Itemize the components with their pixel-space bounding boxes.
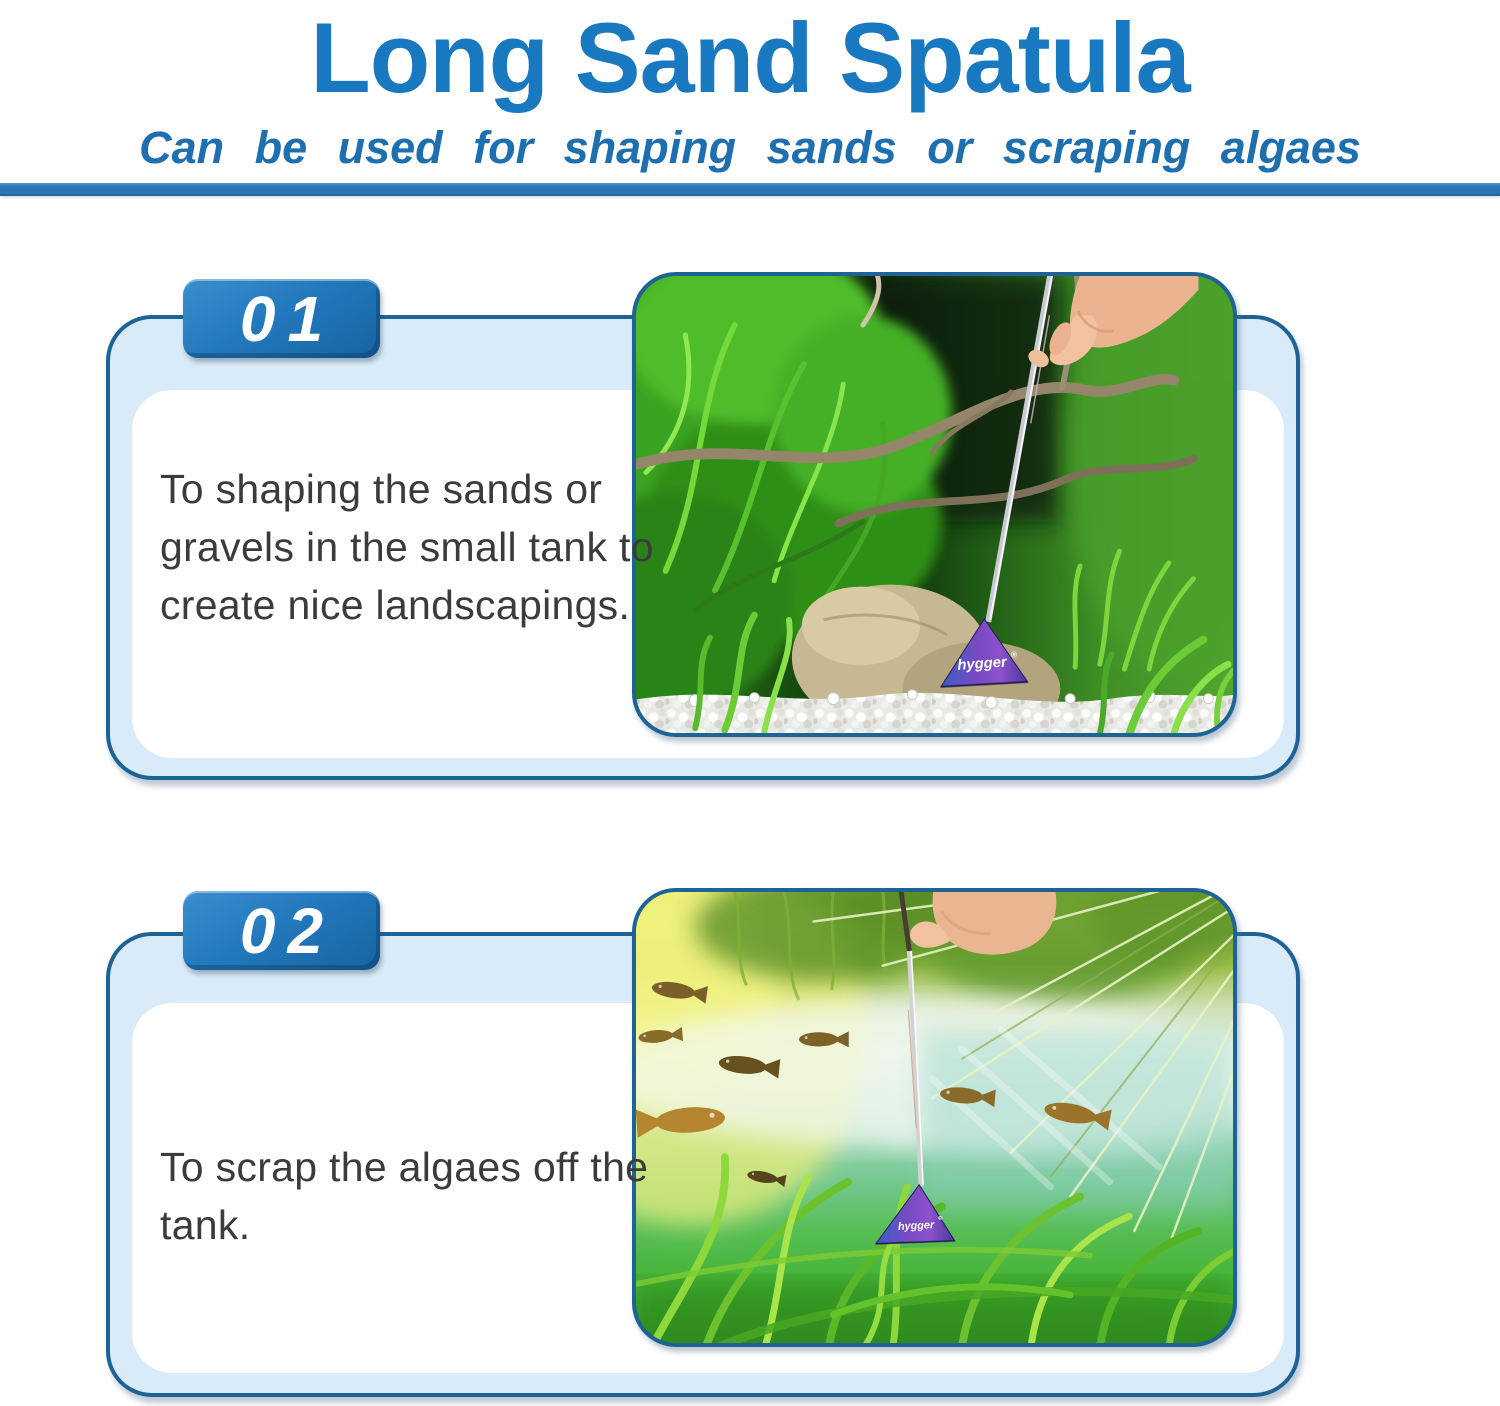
hygger-logo: hygger [956, 654, 1008, 674]
step-2-badge: 02 [183, 891, 380, 970]
step-1-description: To shaping the sands or gravels in the small tank to create nice landscapings. [160, 466, 654, 628]
hygger-logo: hygger [897, 1219, 935, 1233]
page-title: Long Sand Spatula [310, 2, 1190, 113]
step-1-photo-aquascaping [632, 272, 1237, 737]
aquascape-illustration [636, 276, 1233, 733]
algae-scraping-illustration [636, 892, 1233, 1343]
divider-bar [0, 183, 1500, 196]
registered-mark: ® [1010, 650, 1017, 660]
step-2-photo-algae-scraping [632, 888, 1237, 1347]
registered-mark: ® [937, 1216, 943, 1223]
step-1-badge: 01 [183, 279, 380, 358]
step-2-description: To scrap the algaes off the tank. [160, 1144, 649, 1248]
page-subtitle: Can be used for shaping sands or scraping algaes [139, 122, 1361, 173]
